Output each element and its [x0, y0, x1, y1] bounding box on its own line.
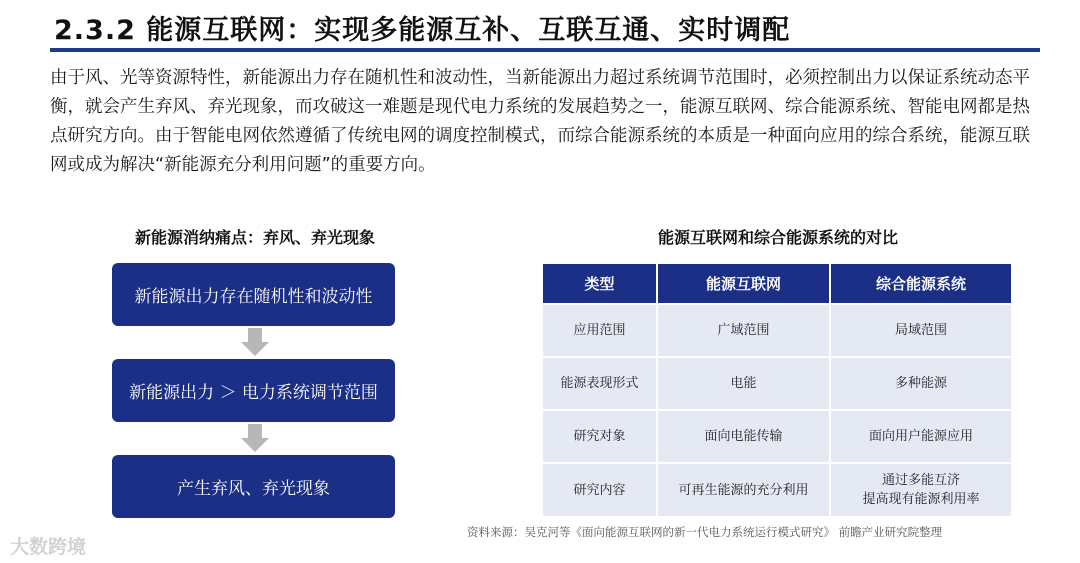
- table-cell: 研究对象: [543, 410, 657, 463]
- table-cell: 研究内容: [543, 463, 657, 516]
- table-cell: 应用范围: [543, 304, 657, 357]
- flow-step-label: 新能源出力 ＞ 电力系统调节范围: [129, 383, 378, 403]
- table-row: [543, 304, 1011, 357]
- table-row: [543, 463, 1011, 516]
- table-cell: 多种能源: [830, 357, 1011, 410]
- page-title: 2.3.2 能源互联网：实现多能源互补、互联互通、实时调配: [54, 15, 791, 46]
- watermark: 大数跨境: [10, 536, 87, 558]
- flow-step-label: 新能源出力存在随机性和波动性: [134, 287, 373, 307]
- flow-caption: 新能源消纳痛点：弃风、弃光现象: [134, 228, 375, 247]
- table-cell: 能源表现形式: [543, 357, 657, 410]
- table-cell: 面向用户能源应用: [830, 410, 1011, 463]
- down-arrow-icon: [241, 328, 269, 358]
- table-row: [543, 357, 1011, 410]
- table-cell-line: 提高现有能源利用率: [862, 492, 980, 507]
- flow-step-1: [112, 263, 395, 326]
- flow-step-2: [112, 359, 395, 422]
- table-cell: 电能: [657, 357, 830, 410]
- title-underline: [50, 48, 1040, 52]
- comparison-table: [543, 264, 1011, 516]
- table-cell: 面向电能传输: [657, 410, 830, 463]
- flow-step-label: 产生弃风、弃光现象: [177, 479, 330, 499]
- down-arrow-icon: [241, 424, 269, 454]
- table-cell: 广域范围: [657, 304, 830, 357]
- comparison-caption: 能源互联网和综合能源系统的对比: [657, 228, 898, 247]
- table-row: [543, 410, 1011, 463]
- source-note: 资料来源：吴克河等《面向能源互联网的新一代电力系统运行模式研究》 前瞻产业研究院整理: [467, 525, 943, 539]
- flow-step-3: [112, 455, 395, 518]
- table-cell: 局域范围: [830, 304, 1011, 357]
- header-integrated-energy: 综合能源系统: [830, 264, 1011, 304]
- table-cell: [830, 463, 1011, 516]
- table-cell: 可再生能源的充分利用: [657, 463, 830, 516]
- intro-paragraph: 由于风、光等资源特性，新能源出力存在随机性和波动性，当新能源出力超过系统调节范围时，必须控制出力以保证系统动态平衡，就会产生弃风、弃光现象，而攻破这一难题是现代电力系统的发展趋势之一，能源互联网、综合能源系统、智能电网都是热点研究方向。由于智能电网依然遵循了传统电网的调度控制模式，而综合能源系统的本质是一种面向应用的综合系统，能源互联网或成为解决“新能源充分利用问题”的重要方向。: [50, 68, 1030, 175]
- table-header-row: [543, 264, 1011, 304]
- table-cell-line: 通过多能互济: [881, 473, 960, 488]
- header-type: 类型: [543, 264, 657, 304]
- header-energy-internet: 能源互联网: [657, 264, 830, 304]
